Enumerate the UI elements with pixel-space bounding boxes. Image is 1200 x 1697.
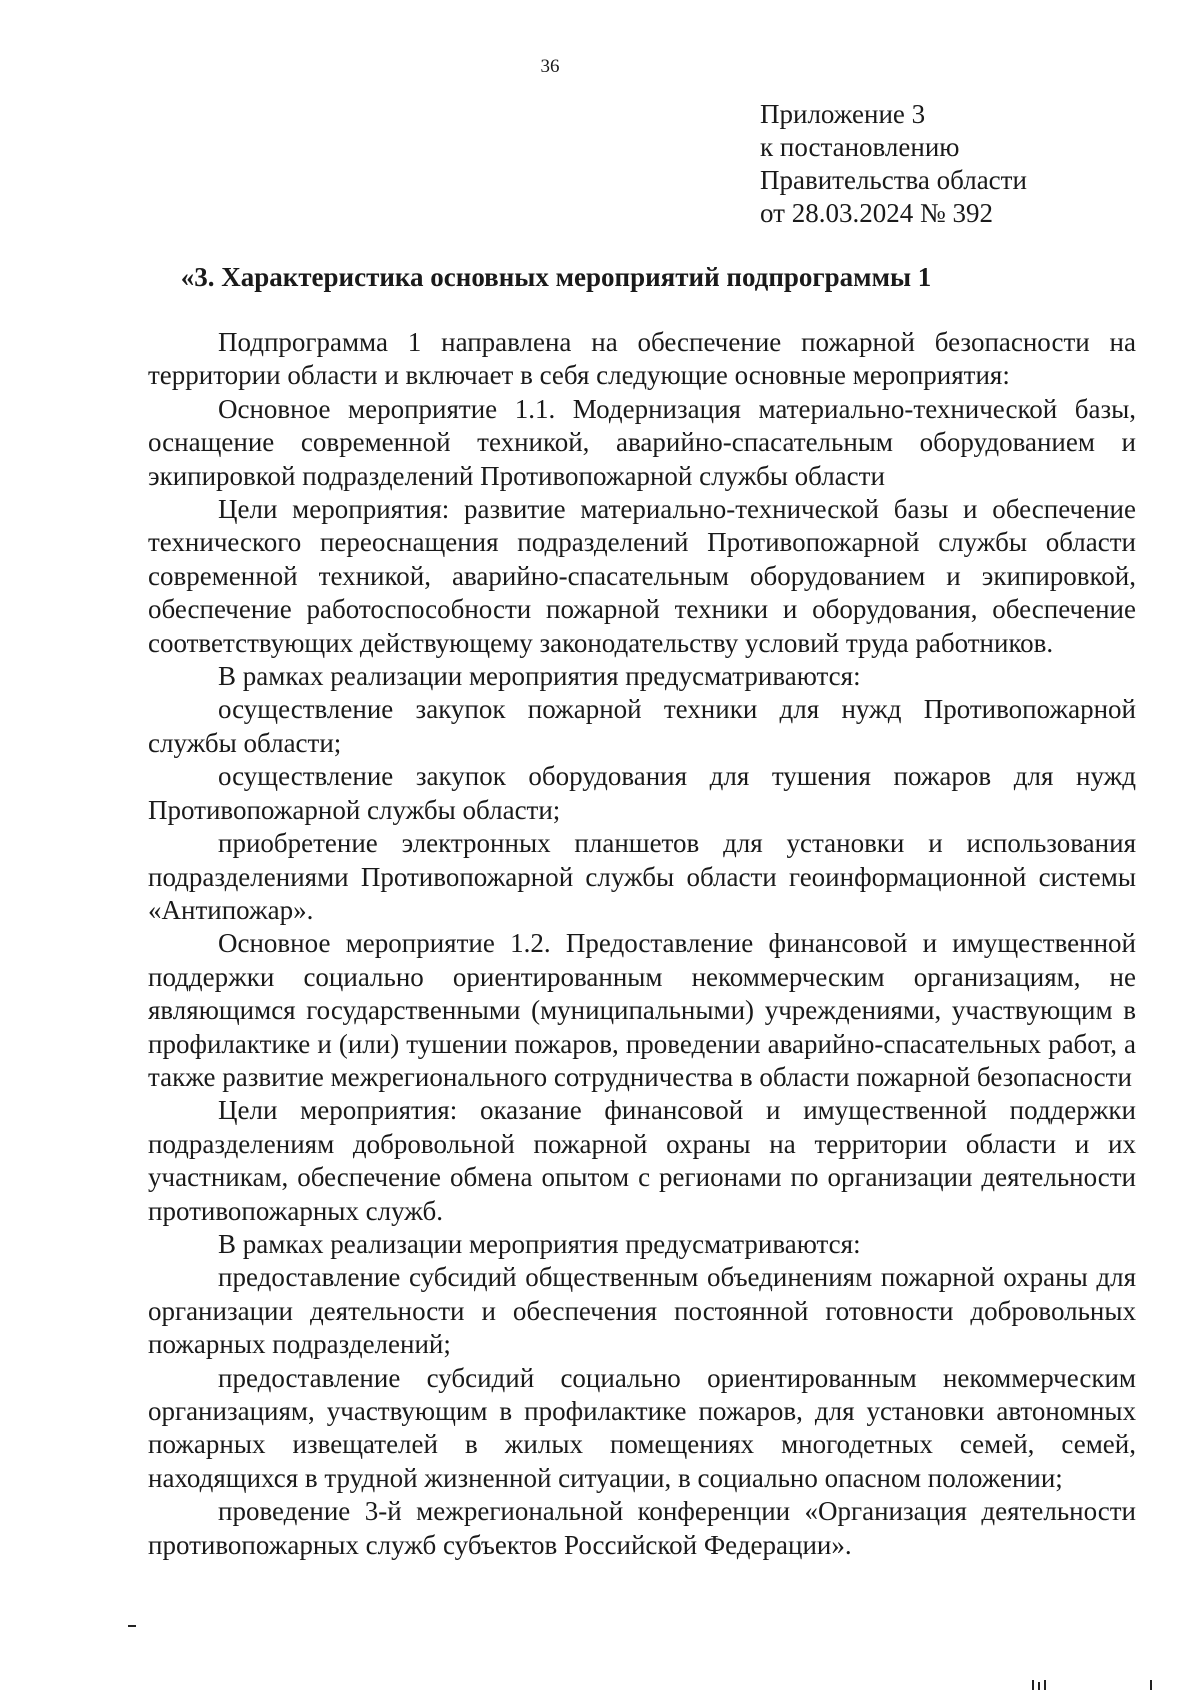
paragraph: Основное мероприятие 1.1. Модернизация материально-технической базы, оснащение современной техникой, аварийно-спасательным оборудованием и экипировкой подразделений Противопожарной службы области [148, 393, 1136, 491]
paragraph: Подпрограмма 1 направлена на обеспечение пожарной безопасности на территории области и включает в себя следующие основные мероприятия: [148, 327, 1136, 391]
paragraph: предоставление субсидий общественным объединениям пожарной охраны для организации деятельности и обеспечения постоянной готовности добровольных пожарных подразделений; [148, 1262, 1136, 1360]
scan-artifact [1150, 1680, 1152, 1690]
paragraph: Основное мероприятие 1.2. Предоставление финансовой и имущественной поддержки социально ориентированным некоммерческим организациям, не являющимся государственными (муниципальными) учреждениями, участвующим в профилактике и (или) тушении пожаров, проведении аварийно-спасательных работ, а также развитие межрегионального сотрудничества в области пожарной безопасности [148, 928, 1136, 1092]
paragraph: Цели мероприятия: оказание финансовой и имущественной поддержки подразделениям добровольной пожарной охраны на территории области и их участникам, обеспечение обмена опытом с регионами по организации деятельности противопожарных служб. [148, 1095, 1136, 1226]
paragraph: предоставление субсидий социально ориентированным некоммерческим организациям, участвующим в профилактике пожаров, для установки автономных пожарных извещателей в жилых помещениях многодетных семей, семей, находящихся в трудной жизненной ситуации, в социально опасном положении; [148, 1362, 1136, 1493]
appendix-line: Приложение 3 [760, 99, 926, 129]
paragraph: осуществление закупок пожарной техники для нужд Противопожарной службы области; [148, 694, 1136, 758]
paragraph: проведение 3-й межрегиональной конференции «Организация деятельности противопожарных служб субъектов Российской Федерации». [148, 1496, 1136, 1560]
appendix-line: от 28.03.2024 № 392 [760, 198, 993, 228]
page-number: 36 [540, 56, 560, 77]
paragraph: приобретение электронных планшетов для установки и использования подразделениями Противопожарной службы области геоинформационной системы «Антипожар». [148, 828, 1136, 925]
scan-artifact [1032, 1680, 1034, 1690]
section-title: «3. Характеристика основных мероприятий подпрограммы 1 [180, 262, 932, 292]
appendix-line: Правительства области [760, 165, 1027, 195]
scan-artifact [128, 1625, 136, 1627]
paragraph: осуществление закупок оборудования для тушения пожаров для нужд Противопожарной службы области; [148, 761, 1136, 825]
scan-artifact [1044, 1680, 1046, 1690]
paragraph: В рамках реализации мероприятия предусматриваются: [218, 1228, 861, 1259]
scan-artifact [1038, 1682, 1040, 1690]
body-text [148, 326, 1136, 1562]
paragraph: Цели мероприятия: развитие материально-технической базы и обеспечение технического переоснащения подразделений Противопожарной службы области современной техникой, аварийно-спасательным оборудованием и экипировкой, обеспечение работоспособности пожарной техники и оборудования, обеспечение соответствующих действующему законодательству условий труда работников. [148, 494, 1136, 658]
appendix-line: к постановлению [760, 132, 960, 162]
appendix-header [760, 98, 1027, 230]
paragraph: В рамках реализации мероприятия предусматриваются: [218, 661, 861, 692]
